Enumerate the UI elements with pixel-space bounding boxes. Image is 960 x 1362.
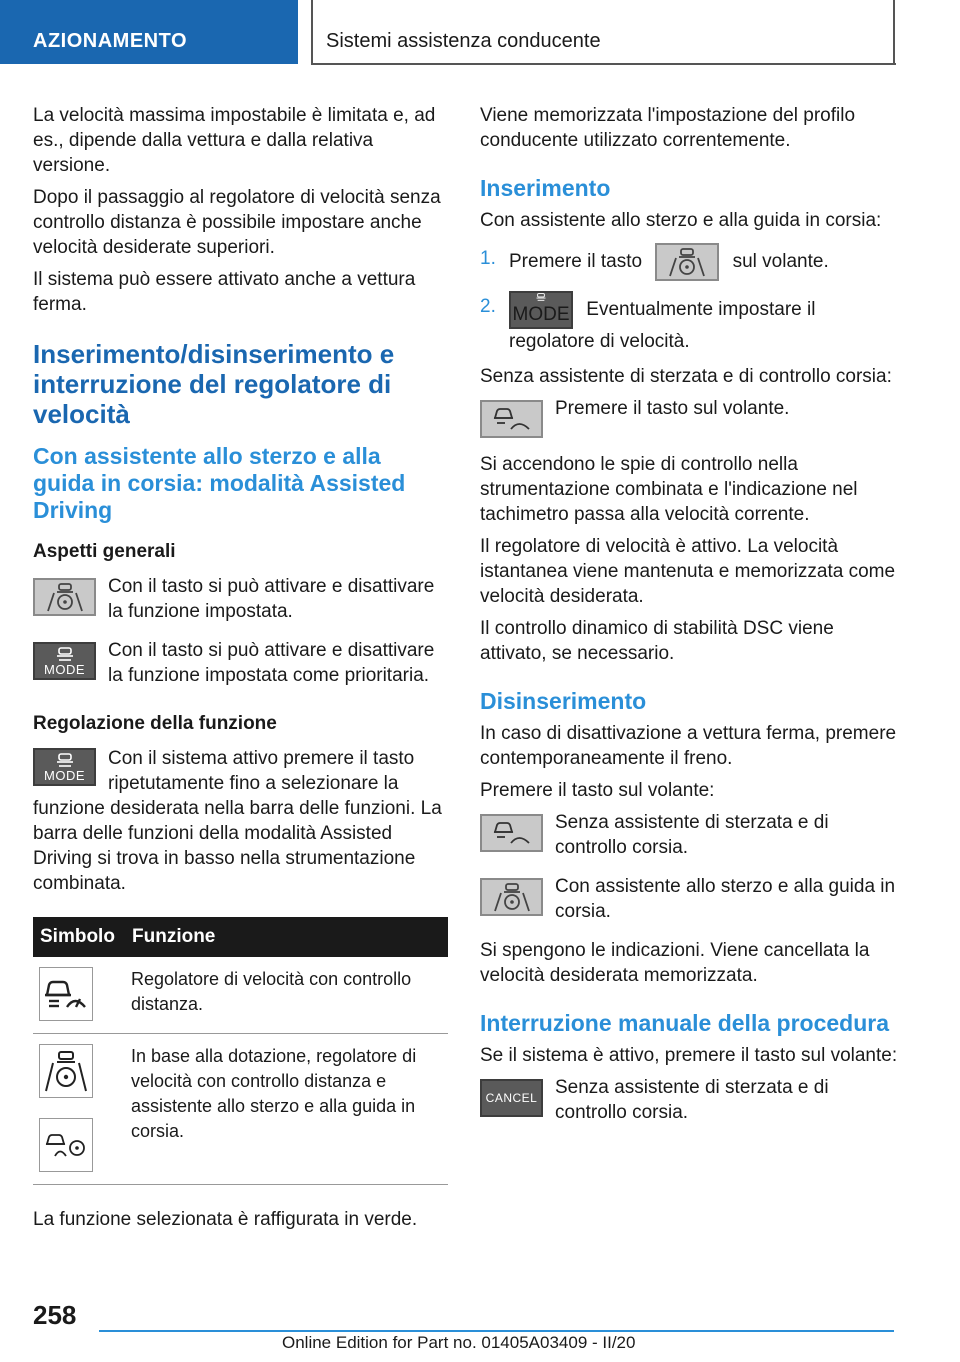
heading-insert: Inserimento <box>480 175 611 201</box>
paragraph-switch-regulator: Dopo il passaggio al regolatore di velocità senza controllo distanza è possibile impostare anche velocità desiderate superiori. <box>33 187 441 258</box>
cruise-distance-icon <box>39 967 93 1021</box>
without-assist-text: Premere il tasto sul volante. <box>555 398 790 419</box>
chapter-tab: AZIONAMENTO <box>0 0 298 64</box>
disable-row-without <box>480 810 898 860</box>
cancel-button-icon <box>480 1079 543 1117</box>
general-text-1: Con il tasto si può attivare e disattivare la funzione impostata. <box>108 576 435 622</box>
paragraph-indications-off: Si spengono le indicazioni. Viene cancellata la velocità desiderata memorizzata. <box>480 940 870 986</box>
steering-assist-inline-icon <box>655 243 719 281</box>
table-row <box>33 1034 448 1185</box>
mode-inline-icon <box>509 291 573 329</box>
table-cell-function: In base alla dotazione, regolatore di velocità con controllo distanza e assistente allo sterzo e alla guida in corsia. <box>125 1034 448 1185</box>
section-title: Sistemi assistenza conducente <box>326 30 601 52</box>
heading-assisted-driving: Con assistente allo sterzo e alla guida in corsia: modalità Assisted Driving <box>33 443 406 523</box>
general-row-2 <box>33 638 448 688</box>
interrupt-intro: Se il sistema è attivo, premere il tasto sul volante: <box>480 1045 898 1066</box>
disable-text-1: In caso di disattivazione a vettura ferma, premere contemporaneamente il freno. <box>480 723 897 769</box>
mode-button-icon <box>33 642 96 680</box>
function-table <box>33 917 448 1185</box>
header-underline <box>311 63 896 65</box>
step-1-text <box>509 243 829 281</box>
header-right-border <box>893 0 895 65</box>
step-2-number: 2. <box>480 296 496 317</box>
without-assist-intro: Senza assistente di sterzata e di controllo corsia: <box>480 366 892 387</box>
regulation-block <box>33 746 448 903</box>
table-header-symbol: Simbolo <box>33 917 125 957</box>
cancel-button-label: CANCEL <box>485 1090 538 1105</box>
paragraph-max-speed: La velocità massima impostabile è limitata e, ad es., dipende dalla vettura e dalla relativa versione. <box>33 105 436 176</box>
regulation-text: Con il sistema attivo premere il tasto ripetutamente fino a selezionare la funzione desiderata nella barra delle funzioni. La barra delle funzioni della modalità Assisted Driving si trova in basso nella strumentazione combinata. <box>33 748 442 894</box>
interrupt-text: Senza assistente di sterzata e di controllo corsia. <box>555 1077 829 1123</box>
insert-intro: Con assistente allo sterzo e alla guida in corsia: <box>480 210 882 231</box>
table-row <box>33 957 448 1034</box>
paragraph-profile: Viene memorizzata l'impostazione del profilo conducente utilizzato correntemente. <box>480 105 856 151</box>
left-column <box>33 103 448 1239</box>
heading-disable: Disinserimento <box>480 688 647 714</box>
cruise-distance-button-icon-disable <box>480 814 543 852</box>
heading-regulation: Regolazione della funzione <box>33 713 277 734</box>
general-text-2: Con il tasto si può attivare e disattivare la funzione impostata come prioritaria. <box>108 640 435 686</box>
footer-edition: Online Edition for Part no. 01405A03409 - II/20 <box>282 1333 636 1352</box>
general-row-1 <box>33 574 448 624</box>
mode-button-label-regulation: MODE <box>44 767 85 783</box>
header-divider <box>311 0 313 64</box>
insert-steps <box>480 243 898 354</box>
paragraph-dsc: Il controllo dinamico di stabilità DSC viene attivato, se necessario. <box>480 618 834 664</box>
page-header <box>0 0 960 66</box>
table-header-row <box>33 917 448 957</box>
cruise-steering-icon <box>39 1118 93 1172</box>
step-2 <box>480 291 898 354</box>
interrupt-row <box>480 1075 898 1125</box>
step-1 <box>480 243 898 281</box>
step-2-text-wrap <box>509 291 898 354</box>
disable-with-text: Con assistente allo sterzo e alla guida in corsia. <box>555 876 896 922</box>
table-cell-function: Regolatore di velocità con controllo distanza. <box>125 957 448 1034</box>
paragraph-active: Il regolatore di velocità è attivo. La velocità istantanea viene mantenuta e memorizzata come velocità desiderata. <box>480 536 896 607</box>
table-cell-symbol <box>33 957 125 1034</box>
step-2-text: Eventualmente impostare il regolatore di velocità. <box>509 299 816 352</box>
right-column <box>480 103 898 1139</box>
table-cell-symbol <box>33 1034 125 1185</box>
paragraph-lights: Si accendono le spie di controllo nella strumentazione combinata e l'indicazione nel tachimetro passa alla velocità corrente. <box>480 454 858 525</box>
step-1-text-a: Premere il tasto <box>509 251 643 273</box>
without-assist-row <box>480 396 898 438</box>
steering-assist-button-icon <box>33 578 96 616</box>
note-selected-green: La funzione selezionata è raffigurata in verde. <box>33 1209 418 1230</box>
disable-without-text: Senza assistente di sterzata e di controllo corsia. <box>555 812 829 858</box>
step-1-number: 1. <box>480 248 496 269</box>
mode-button-icon-regulation <box>33 748 96 786</box>
step-1-text-b: sul volante. <box>732 251 829 273</box>
disable-row-with <box>480 874 898 924</box>
table-header-function: Funzione <box>125 917 448 957</box>
paragraph-stationary: Il sistema può essere attivato anche a vettura ferma. <box>33 269 416 315</box>
mode-inline-label: MODE <box>512 304 570 325</box>
heading-general: Aspetti generali <box>33 541 176 562</box>
cruise-distance-button-icon <box>480 400 543 438</box>
heading-main: Inserimento/disinserimento e interruzione del regolatore di velocità <box>33 339 395 429</box>
steering-assist-button-icon-disable <box>480 878 543 916</box>
heading-interrupt: Interruzione manuale della procedura <box>480 1010 889 1036</box>
mode-button-label: MODE <box>44 661 85 677</box>
steering-lane-assist-icon <box>39 1044 93 1098</box>
footer-rule <box>99 1330 894 1332</box>
page-number: 258 <box>33 1300 77 1330</box>
disable-text-2: Premere il tasto sul volante: <box>480 780 715 801</box>
